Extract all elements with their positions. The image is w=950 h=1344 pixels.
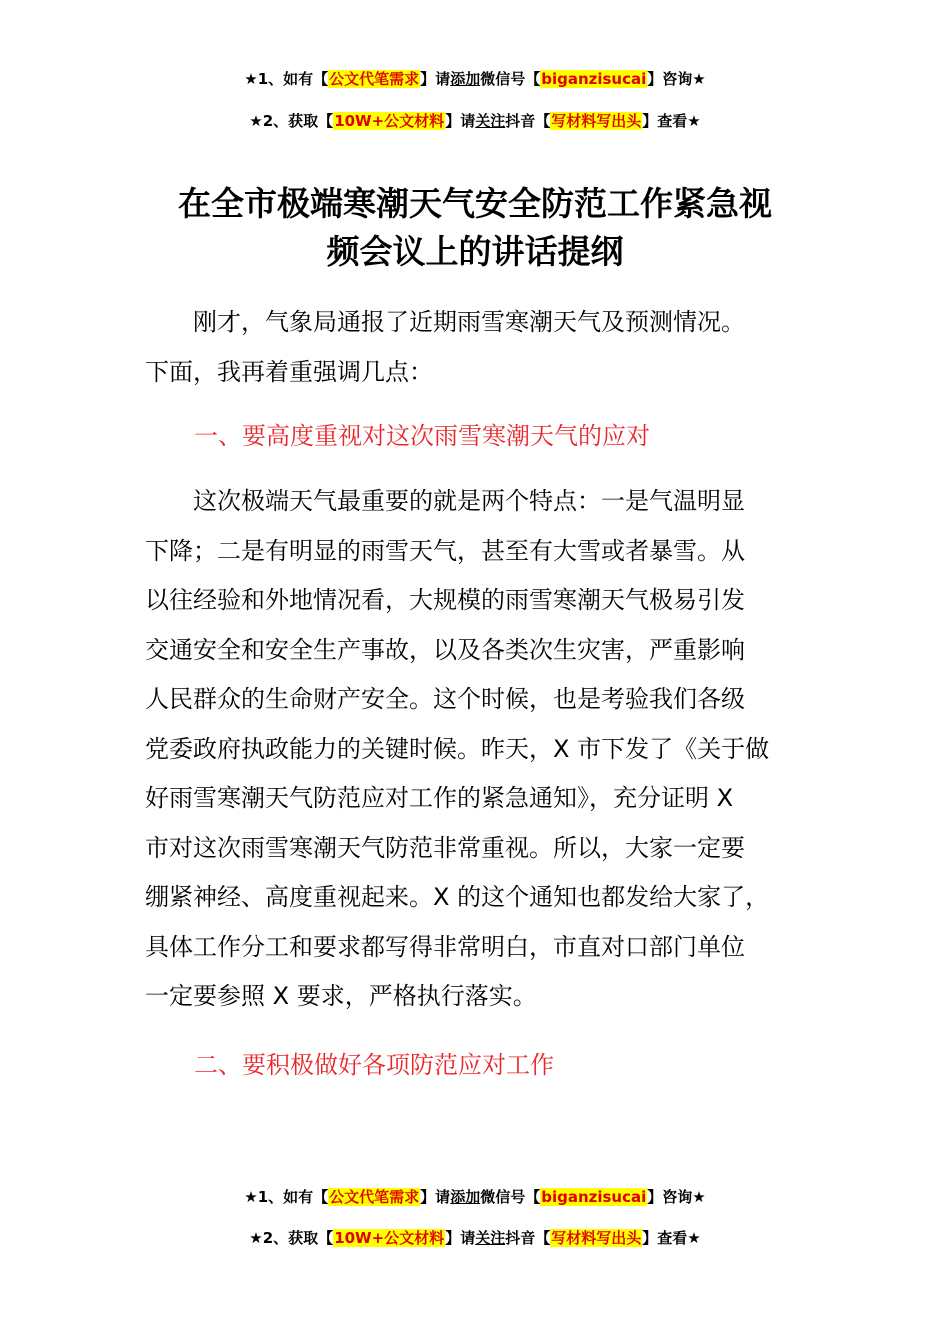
- paragraph-line: 下面，我再着重强调几点：: [145, 357, 433, 386]
- banner-text: 抖音【: [505, 112, 551, 130]
- banner-highlight: 10W+公文材料: [334, 112, 445, 130]
- top-banner-line-1: [0, 68, 950, 90]
- banner-text: ★1、如有【: [244, 70, 329, 88]
- paragraph-line: 交通安全和安全生产事故，以及各类次生灾害，严重影响: [145, 635, 745, 664]
- banner-highlight: biganzisucai: [541, 70, 647, 88]
- top-banner-line-2: [0, 110, 950, 132]
- banner-text: 】咨询★: [647, 1188, 706, 1206]
- paragraph-line: 刚才，气象局通报了近期雨雪寒潮天气及预测情况。: [145, 308, 745, 336]
- banner-text: 】请: [445, 1229, 476, 1247]
- section-1-heading: 一、要高度重视对这次雨雪寒潮天气的应对: [194, 422, 650, 450]
- section-1-body: [145, 477, 810, 1022]
- banner-underline: 关注: [475, 112, 506, 130]
- bottom-banner-line-1: [0, 1186, 950, 1208]
- banner-highlight: 公文代笔需求: [329, 70, 420, 88]
- banner-highlight: 公文代笔需求: [329, 1188, 420, 1206]
- paragraph-line: 这次极端天气最重要的就是两个特点：一是气温明显: [145, 487, 745, 515]
- paragraph-line: 具体工作分工和要求都写得非常明白，市直对口部门单位: [145, 932, 745, 961]
- banner-underline: 添加: [450, 70, 481, 88]
- paragraph-line: 以往经验和外地情况看，大规模的雨雪寒潮天气极易引发: [145, 586, 745, 614]
- banner-text: ★1、如有【: [244, 1188, 329, 1206]
- paragraph-line: 好雨雪寒潮天气防范应对工作的紧急通知》，充分证明 X: [145, 784, 734, 812]
- banner-text: ★2、获取【: [249, 112, 334, 130]
- banner-text: 微信号【: [480, 1188, 541, 1206]
- document-title: [140, 180, 810, 276]
- title-line: 在全市极端寒潮天气安全防范工作紧急视: [178, 184, 772, 223]
- paragraph-line: 党委政府执政能力的关键时候。昨天，X 市下发了《关于做: [145, 734, 770, 763]
- banner-text: 微信号【: [480, 70, 541, 88]
- banner-text: 】查看★: [642, 112, 701, 130]
- section-2-heading: 二、要积极做好各项防范应对工作: [194, 1051, 554, 1079]
- banner-underline: 关注: [475, 1229, 506, 1247]
- paragraph-line: 一定要参照 X 要求，严格执行落实。: [145, 982, 537, 1010]
- banner-text: ★2、获取【: [249, 1229, 334, 1247]
- paragraph-line: 绷紧神经、高度重视起来。X 的这个通知也都发给大家了，: [145, 883, 770, 911]
- banner-text: 】请: [445, 112, 476, 130]
- banner-text: 】请: [420, 1188, 451, 1206]
- banner-highlight: 10W+公文材料: [334, 1229, 445, 1247]
- banner-highlight: 写材料写出头: [551, 112, 642, 130]
- banner-highlight: 写材料写出头: [551, 1229, 642, 1247]
- banner-text: 】查看★: [642, 1229, 701, 1247]
- intro-paragraph: [145, 298, 810, 397]
- paragraph-line: 下降；二是有明显的雨雪天气，甚至有大雪或者暴雪。从: [145, 536, 745, 565]
- banner-text: 】咨询★: [647, 70, 706, 88]
- banner-text: 】请: [420, 70, 451, 88]
- banner-underline: 添加: [450, 1188, 481, 1206]
- paragraph-line: 市对这次雨雪寒潮天气防范非常重视。所以，大家一定要: [145, 833, 745, 862]
- bottom-banner-line-2: [0, 1227, 950, 1249]
- title-line: 频会议上的讲话提纲: [326, 232, 624, 271]
- banner-text: 抖音【: [505, 1229, 551, 1247]
- banner-highlight: biganzisucai: [541, 1188, 647, 1206]
- paragraph-line: 人民群众的生命财产安全。这个时候，也是考验我们各级: [145, 685, 745, 713]
